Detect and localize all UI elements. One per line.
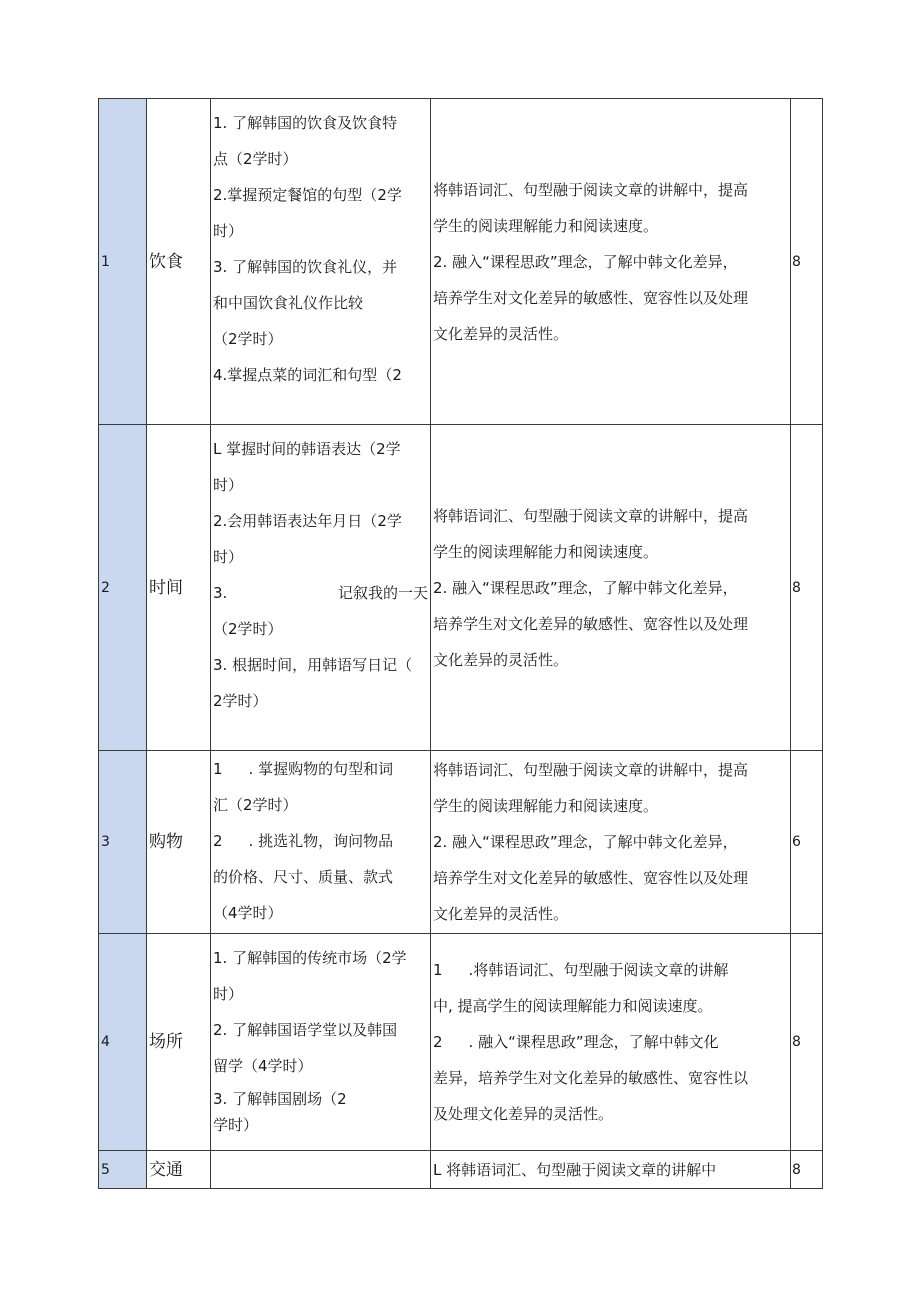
- content-line: [213, 575, 428, 611]
- content-line: （2学时）: [213, 330, 283, 348]
- goal-line: 文化差异的灵活性。: [433, 905, 569, 923]
- goal-line: 学生的阅读理解能力和阅读速度。: [433, 542, 659, 561]
- content-line: L 掌握时间的韩语表达（2学: [213, 440, 401, 458]
- goal-line: 将韩语词汇、句型融于阅读文章的讲解中，提高: [433, 180, 749, 199]
- goal-fragment: .将韩语词汇、句型融于阅读文章的讲解: [468, 961, 729, 979]
- content-line: 2. 了解韩国语学堂以及韩国: [213, 1021, 398, 1039]
- content-line: 学时）: [213, 1116, 259, 1134]
- content-line: 3. 根据时间，用韩语写日记（: [213, 656, 413, 674]
- content-line: 4.掌握点菜的词汇和句型（2: [213, 366, 402, 384]
- content-line: 1. 了解韩国的传统市场（2学: [213, 949, 407, 967]
- content-line: 3. 了解韩国剧场（2: [213, 1090, 347, 1108]
- content-line: 2.会用韩语表达年月日（2学: [213, 512, 402, 530]
- row-goals: [431, 99, 791, 425]
- row-topic: 时间: [147, 425, 211, 751]
- goal-line: 差异，培养学生对文化差异的敏感性、宽容性以: [433, 1069, 749, 1087]
- content-line: 时）: [213, 548, 244, 566]
- content-line: 汇（2学时）: [213, 796, 298, 814]
- goal-line: 2. 融入“课程思政”理念，了解中韩文化差异，: [433, 578, 738, 597]
- row-hours: 8: [791, 934, 823, 1151]
- content-line: 1. 了解韩国的饮食及饮食特: [213, 114, 398, 132]
- goal-line: 2. 融入“课程思政”理念，了解中韩文化差异，: [433, 833, 738, 851]
- row-hours: 8: [791, 425, 823, 751]
- table-row: [99, 934, 823, 1151]
- content-line: 时）: [213, 985, 244, 1003]
- goal-line: 培养学生对文化差异的敏感性、宽容性以及处理: [433, 288, 749, 307]
- row-topic: 场所: [147, 934, 211, 1151]
- row-goals: [431, 1151, 791, 1189]
- row-content: [211, 751, 431, 934]
- content-fragment: 记叙我的一天: [337, 584, 428, 602]
- goal-line: 中, 提高学生的阅读理解能力和阅读速度。: [433, 997, 713, 1015]
- content-fragment: 3.: [213, 584, 228, 602]
- row-goals: [431, 425, 791, 751]
- goal-line: 文化差异的灵活性。: [433, 324, 569, 343]
- row-goals: [431, 751, 791, 934]
- content-line: 的价格、尺寸、质量、款式: [213, 868, 394, 886]
- row-hours: 8: [791, 99, 823, 425]
- content-fragment: 2: [213, 832, 223, 850]
- goal-line: 及处理文化差异的灵活性。: [433, 1105, 614, 1123]
- goal-line: 将韩语词汇、句型融于阅读文章的讲解中，提高: [433, 506, 749, 525]
- content-line: 点（2学时）: [213, 150, 298, 168]
- content-line: [213, 751, 428, 787]
- goal-line: L 将韩语词汇、句型融于阅读文章的讲解中: [433, 1160, 717, 1179]
- content-line: 2.掌握预定餐馆的句型（2学: [213, 186, 402, 204]
- table-row: [99, 99, 823, 425]
- content-fragment: 1: [213, 760, 223, 778]
- content-line: 留学（4学时）: [213, 1057, 313, 1075]
- content-line: 3. 了解韩国的饮食礼仪，并: [213, 258, 398, 276]
- row-hours: 8: [791, 1151, 823, 1189]
- goal-fragment: . 融入“课程思政”理念，了解中韩文化: [468, 1033, 719, 1051]
- row-topic: 交通: [147, 1151, 211, 1189]
- content-line: 时）: [213, 476, 244, 494]
- content-line: 时）: [213, 222, 244, 240]
- content-fragment: . 挑选礼物，询问物品: [248, 832, 394, 850]
- row-content: [211, 425, 431, 751]
- syllabus-table: [98, 98, 823, 1189]
- row-number: 4: [99, 934, 147, 1151]
- row-content: [211, 1151, 431, 1189]
- row-goals: [431, 934, 791, 1151]
- row-topic: 购物: [147, 751, 211, 934]
- goal-fragment: 2: [433, 1033, 443, 1051]
- row-content: [211, 99, 431, 425]
- goal-line: 文化差异的灵活性。: [433, 650, 569, 669]
- goal-fragment: 1: [433, 961, 443, 979]
- row-content: [211, 934, 431, 1151]
- content-line: [213, 823, 428, 859]
- goal-line: 学生的阅读理解能力和阅读速度。: [433, 797, 659, 815]
- content-line: （2学时）: [213, 620, 283, 638]
- table-row: [99, 1151, 823, 1189]
- goal-line: 学生的阅读理解能力和阅读速度。: [433, 216, 659, 235]
- row-hours: 6: [791, 751, 823, 934]
- content-fragment: . 掌握购物的句型和词: [248, 760, 394, 778]
- row-number: 5: [99, 1151, 147, 1189]
- goal-line: [433, 952, 788, 988]
- goal-line: 2. 融入“课程思政”理念，了解中韩文化差异，: [433, 252, 738, 271]
- row-number: 1: [99, 99, 147, 425]
- row-number: 3: [99, 751, 147, 934]
- row-number: 2: [99, 425, 147, 751]
- goal-line: 将韩语词汇、句型融于阅读文章的讲解中，提高: [433, 761, 749, 779]
- goal-line: [433, 1024, 788, 1060]
- content-line: 2学时）: [213, 692, 268, 710]
- content-line: （4学时）: [213, 904, 283, 922]
- content-line: 和中国饮食礼仪作比较: [213, 294, 364, 312]
- goal-line: 培养学生对文化差异的敏感性、宽容性以及处理: [433, 869, 749, 887]
- table-row: [99, 751, 823, 934]
- goal-line: 培养学生对文化差异的敏感性、宽容性以及处理: [433, 614, 749, 633]
- table-row: [99, 425, 823, 751]
- row-topic: 饮食: [147, 99, 211, 425]
